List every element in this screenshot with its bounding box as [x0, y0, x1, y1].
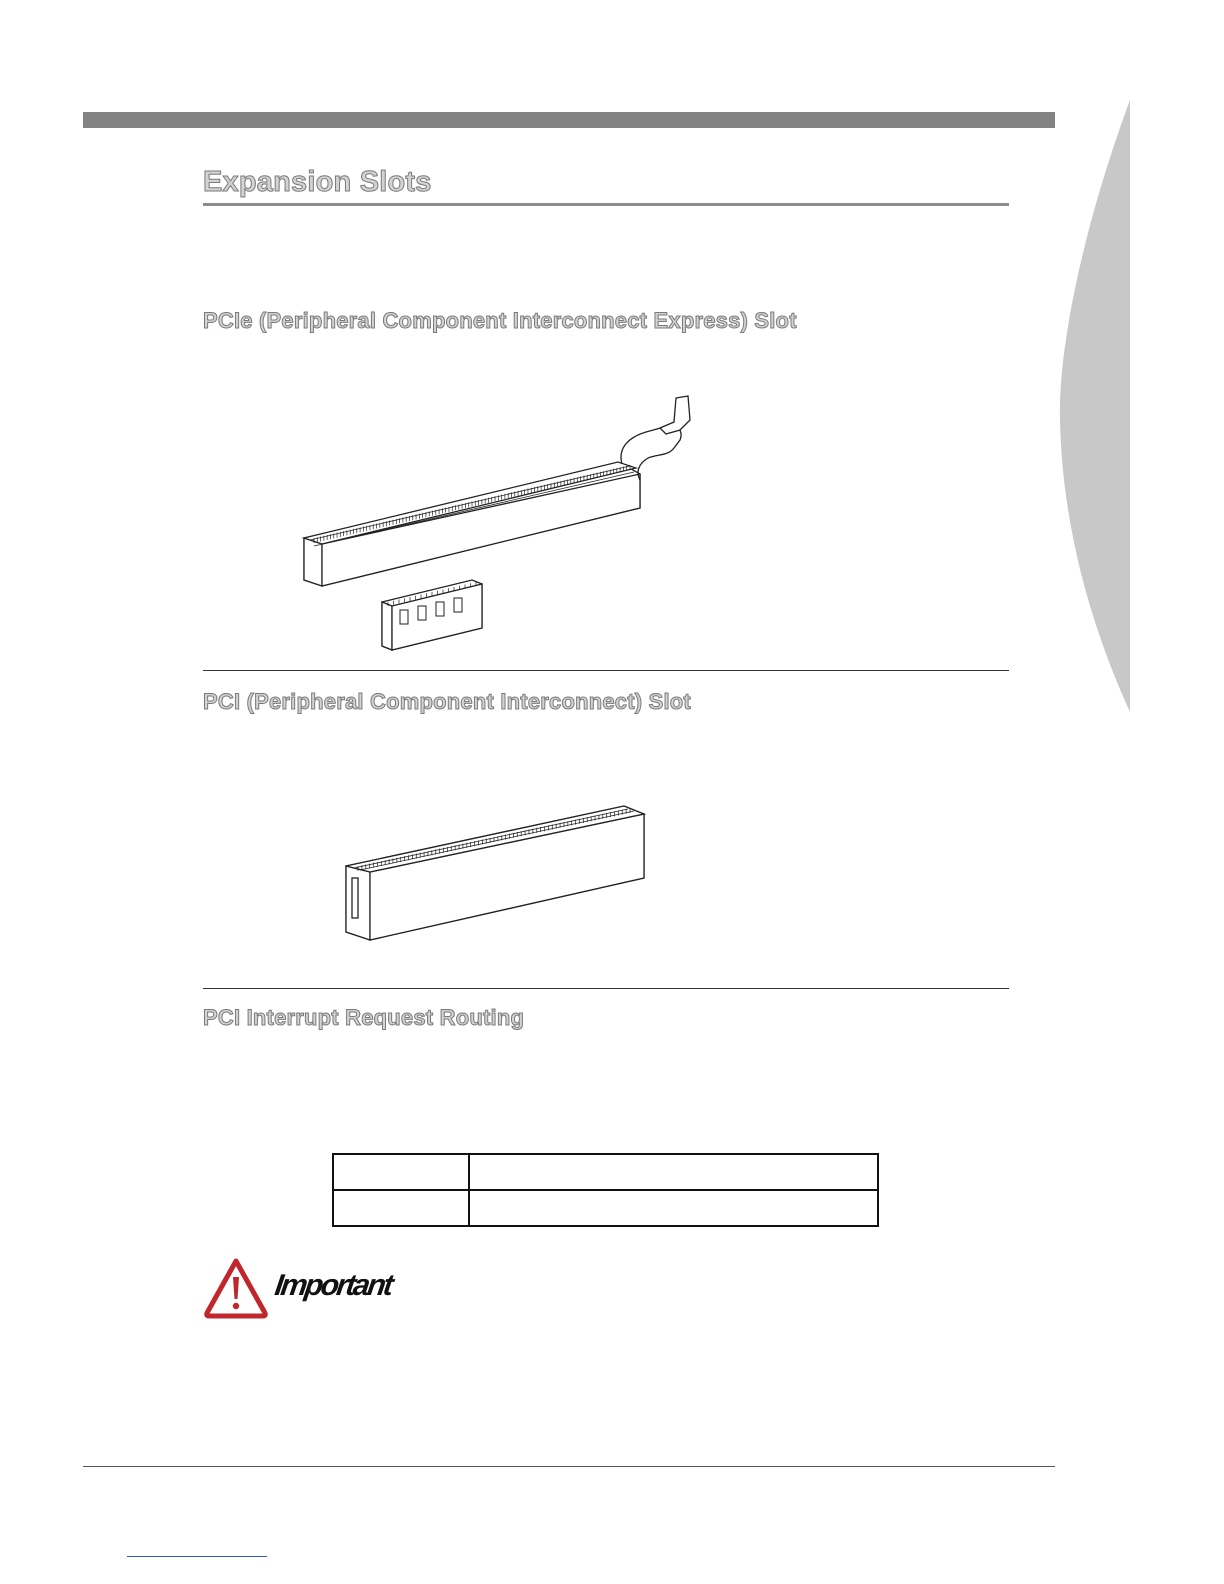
footer-link-underline — [127, 1556, 267, 1557]
header-bar — [83, 112, 1055, 128]
section-divider — [203, 988, 1009, 989]
page-title: Expansion Slots — [203, 166, 432, 198]
chapter-side-tab — [1058, 100, 1130, 712]
pcie-slot-illustration — [296, 388, 716, 658]
table-cell — [333, 1154, 469, 1190]
warning-triangle-icon — [203, 1257, 269, 1319]
irq-section-heading: PCI Interrupt Request Routing — [203, 1005, 525, 1030]
pcie-section-heading: PCIe (Peripheral Component Interconnect Express) Slot — [203, 308, 797, 333]
title-underline — [203, 203, 1009, 206]
table-cell — [469, 1190, 878, 1226]
table-cell — [333, 1190, 469, 1226]
table-cell — [469, 1154, 878, 1190]
footer-rule — [83, 1466, 1055, 1467]
section-divider — [203, 670, 1009, 671]
table-row — [333, 1154, 878, 1190]
important-label: Important — [272, 1269, 394, 1302]
pci-slot-illustration — [340, 800, 650, 945]
irq-routing-table — [332, 1153, 879, 1227]
table-row — [333, 1190, 878, 1226]
important-notice — [203, 1257, 403, 1319]
pci-section-heading: PCI (Peripheral Component Interconnect) Slot — [203, 689, 691, 714]
